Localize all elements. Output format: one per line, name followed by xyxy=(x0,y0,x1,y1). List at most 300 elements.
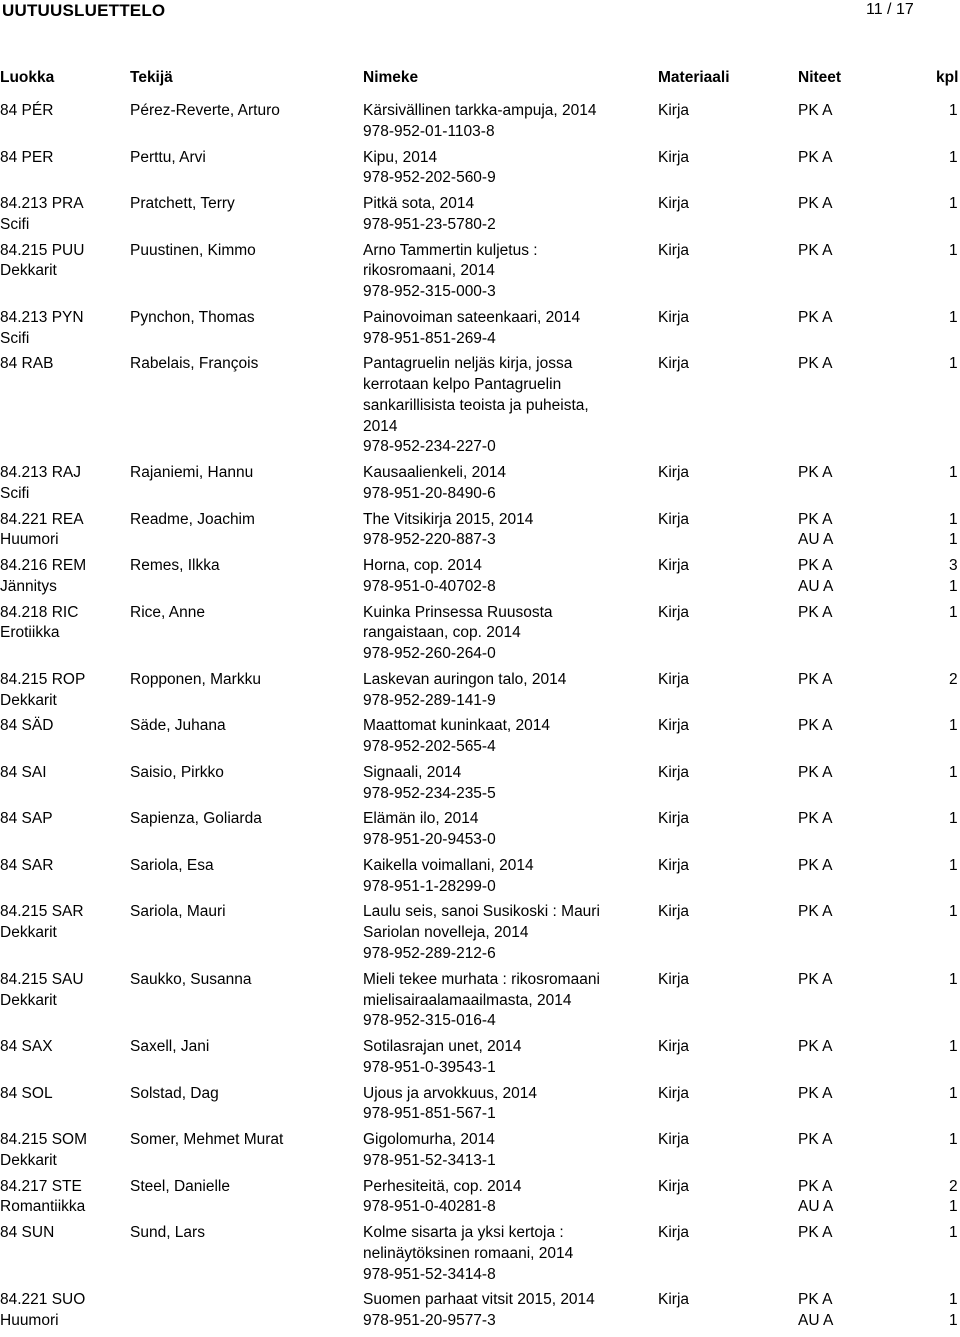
cell-kpl-line: 2 xyxy=(949,1177,958,1195)
cell-luokka xyxy=(0,194,84,236)
cell-niteet xyxy=(798,1290,833,1332)
cell-niteet xyxy=(798,716,832,737)
cell-luokka xyxy=(0,809,53,830)
cell-kpl-line: 1 xyxy=(949,1291,958,1309)
cell-materiaali-line: Kirja xyxy=(658,717,690,735)
cell-nimeke-line: Kärsivällinen tarkka-ampuja, 2014 xyxy=(363,102,597,119)
cell-kpl xyxy=(949,902,958,923)
cell-kpl xyxy=(949,510,958,552)
cell-tekija xyxy=(130,101,280,122)
cell-nimeke-line: Elämän ilo, 2014 xyxy=(363,810,479,828)
cell-luokka-line: 84 SOL xyxy=(0,1084,53,1102)
cell-tekija xyxy=(130,510,255,531)
cell-niteet-line: AU A xyxy=(798,1198,834,1216)
cell-tekija xyxy=(130,1130,283,1151)
cell-tekija-line: Pratchett, Terry xyxy=(130,195,235,212)
cell-tekija xyxy=(130,856,214,877)
table-row xyxy=(0,970,960,1037)
cell-nimeke-line: Mieli tekee murhata : rikosromaani xyxy=(363,970,600,988)
cell-niteet xyxy=(798,1037,832,1058)
cell-niteet xyxy=(798,970,832,991)
table-row xyxy=(0,241,960,308)
cell-luokka-line: 84.218 RIC xyxy=(0,603,79,621)
cell-materiaali xyxy=(658,463,689,484)
cell-luokka-line: Jännitys xyxy=(0,577,57,595)
cell-niteet xyxy=(798,603,832,624)
cell-nimeke-line: 978-951-20-9577-3 xyxy=(363,1312,496,1330)
cell-nimeke-line: Ujous ja arvokkuus, 2014 xyxy=(363,1084,538,1102)
cell-kpl xyxy=(949,1290,958,1332)
cell-materiaali xyxy=(658,902,689,923)
cell-materiaali-line: Kirja xyxy=(658,308,690,326)
cell-kpl-line: 1 xyxy=(949,763,958,781)
cell-materiaali xyxy=(658,856,689,877)
cell-luokka-line: 84 PER xyxy=(0,148,54,166)
cell-kpl xyxy=(949,970,958,991)
cell-niteet-line: PK A xyxy=(798,1224,833,1242)
cell-nimeke-line: 978-952-202-565-4 xyxy=(363,738,496,756)
column-header-materiaali: Materiaali xyxy=(658,69,730,86)
cell-luokka xyxy=(0,1290,85,1332)
cell-tekija xyxy=(130,716,226,737)
cell-nimeke xyxy=(363,1223,573,1285)
cell-luokka xyxy=(0,101,53,122)
table-row xyxy=(0,308,960,355)
cell-nimeke-line: 2014 xyxy=(363,417,398,435)
cell-niteet xyxy=(798,101,832,122)
cell-kpl-line: 1 xyxy=(949,195,958,212)
cell-luokka-line: 84 RAB xyxy=(0,355,54,373)
cell-kpl-line: 1 xyxy=(949,1198,958,1216)
cell-kpl-line: 1 xyxy=(949,510,958,528)
cell-niteet-line: PK A xyxy=(798,856,833,874)
cell-nimeke-line: sankarillisista teoista ja puheista, xyxy=(363,396,589,414)
column-header-luokka: Luokka xyxy=(0,69,55,86)
cell-nimeke-line: Sotilasrajan unet, 2014 xyxy=(363,1038,522,1056)
cell-niteet xyxy=(798,856,832,877)
cell-kpl-line: 1 xyxy=(949,1224,958,1242)
cell-kpl-line: 1 xyxy=(949,903,958,921)
cell-niteet-line: PK A xyxy=(798,603,833,621)
cell-nimeke-line: 978-952-289-212-6 xyxy=(363,945,496,963)
cell-nimeke xyxy=(363,970,600,1032)
cell-kpl-line: 1 xyxy=(949,308,958,326)
cell-niteet-line: PK A xyxy=(798,1177,833,1195)
cell-kpl xyxy=(949,603,958,624)
cell-tekija xyxy=(130,463,253,484)
cell-materiaali-line: Kirja xyxy=(658,670,690,688)
cell-nimeke-line: Suomen parhaat vitsit 2015, 2014 xyxy=(363,1291,595,1309)
table-row xyxy=(0,101,960,148)
cell-luokka-line: Scifi xyxy=(0,215,30,233)
cell-nimeke-line: The Vitsikirja 2015, 2014 xyxy=(363,510,534,528)
cell-tekija-line: Säde, Juhana xyxy=(130,717,226,735)
cell-luokka xyxy=(0,1223,54,1244)
cell-luokka-line: Dekkarit xyxy=(0,991,57,1009)
cell-nimeke-line: 978-951-52-3413-1 xyxy=(363,1151,496,1169)
cell-niteet xyxy=(798,1130,832,1151)
cell-kpl-line: 1 xyxy=(949,355,958,373)
cell-niteet-line: PK A xyxy=(798,1038,833,1056)
table-row xyxy=(0,670,960,717)
cell-kpl xyxy=(949,670,958,691)
cell-nimeke-line: Kipu, 2014 xyxy=(363,148,438,166)
cell-kpl-line: 1 xyxy=(949,102,958,119)
cell-kpl-line: 1 xyxy=(949,856,958,874)
cell-niteet-line: PK A xyxy=(798,510,833,528)
cell-tekija-line: Pynchon, Thomas xyxy=(130,308,255,326)
cell-nimeke-line: Sariolan novelleja, 2014 xyxy=(363,924,529,942)
cell-nimeke-line: 978-951-1-28299-0 xyxy=(363,877,496,895)
cell-nimeke xyxy=(363,1130,496,1172)
cell-tekija xyxy=(130,670,261,691)
cell-materiaali xyxy=(658,510,689,531)
cell-materiaali-line: Kirja xyxy=(658,970,690,988)
cell-niteet xyxy=(798,354,832,375)
cell-luokka-line: Huumori xyxy=(0,1312,59,1330)
cell-niteet xyxy=(798,241,832,262)
cell-materiaali-line: Kirja xyxy=(658,102,690,119)
cell-luokka-line: Dekkarit xyxy=(0,924,57,942)
cell-luokka-line: 84 SAR xyxy=(0,856,54,874)
cell-luokka xyxy=(0,1037,53,1058)
cell-niteet xyxy=(798,670,832,691)
cell-luokka xyxy=(0,1177,85,1219)
cell-tekija-line: Remes, Ilkka xyxy=(130,557,220,575)
cell-materiaali-line: Kirja xyxy=(658,464,690,482)
cell-kpl-line: 1 xyxy=(949,531,958,549)
cell-nimeke-line: 978-951-52-3414-8 xyxy=(363,1265,496,1283)
cell-niteet-line: PK A xyxy=(798,102,833,119)
cell-nimeke-line: Laskevan auringon talo, 2014 xyxy=(363,670,567,688)
cell-tekija-line: Sapienza, Goliarda xyxy=(130,810,262,828)
cell-kpl-line: 1 xyxy=(949,970,958,988)
cell-materiaali-line: Kirja xyxy=(658,1224,690,1242)
cell-nimeke xyxy=(363,1290,595,1332)
cell-materiaali xyxy=(658,1177,689,1198)
cell-luokka xyxy=(0,463,81,505)
table-row xyxy=(0,1037,960,1084)
cell-kpl-line: 1 xyxy=(949,603,958,621)
cell-nimeke xyxy=(363,354,589,458)
cell-niteet-line: PK A xyxy=(798,1084,833,1102)
cell-tekija xyxy=(130,970,252,991)
cell-luokka-line: Dekkarit xyxy=(0,262,57,280)
cell-niteet xyxy=(798,763,832,784)
cell-tekija xyxy=(130,603,205,624)
cell-nimeke-line: Laulu seis, sanoi Susikoski : Mauri xyxy=(363,903,600,921)
cell-kpl xyxy=(949,308,958,329)
cell-kpl xyxy=(949,856,958,877)
table-row xyxy=(0,716,960,763)
cell-materiaali-line: Kirja xyxy=(658,1084,690,1102)
cell-materiaali xyxy=(658,1037,689,1058)
table-row xyxy=(0,194,960,241)
cell-kpl xyxy=(949,763,958,784)
cell-tekija-line: Saxell, Jani xyxy=(130,1038,210,1056)
cell-nimeke-line: Gigolomurha, 2014 xyxy=(363,1131,495,1149)
cell-luokka-line: 84.215 SAR xyxy=(0,903,84,921)
cell-niteet-line: PK A xyxy=(798,903,833,921)
cell-nimeke-line: 978-951-20-8490-6 xyxy=(363,484,496,502)
cell-materiaali xyxy=(658,241,689,262)
table-row xyxy=(0,1177,960,1224)
cell-nimeke xyxy=(363,308,580,350)
cell-kpl xyxy=(949,809,958,830)
cell-materiaali xyxy=(658,308,689,329)
cell-tekija-line: Solstad, Dag xyxy=(130,1084,219,1102)
cell-niteet-line: PK A xyxy=(798,1131,833,1149)
cell-materiaali-line: Kirja xyxy=(658,510,690,528)
column-header-kpl: kpl xyxy=(936,69,959,86)
page-title: UUTUUSLUETTELO xyxy=(2,1,166,20)
cell-nimeke xyxy=(363,194,496,236)
cell-tekija xyxy=(130,809,262,830)
cell-materiaali-line: Kirja xyxy=(658,603,690,621)
page-header xyxy=(0,0,960,24)
column-header-tekija: Tekijä xyxy=(130,69,173,86)
cell-nimeke xyxy=(363,1084,537,1126)
cell-materiaali xyxy=(658,194,689,215)
cell-luokka xyxy=(0,354,53,375)
cell-tekija-line: Puustinen, Kimmo xyxy=(130,241,256,259)
cell-tekija-line: Rabelais, François xyxy=(130,355,259,373)
cell-nimeke xyxy=(363,902,600,964)
cell-materiaali-line: Kirja xyxy=(658,1131,690,1149)
cell-luokka-line: Scifi xyxy=(0,484,30,502)
cell-tekija-line: Ropponen, Markku xyxy=(130,670,261,688)
cell-tekija xyxy=(130,902,226,923)
cell-luokka xyxy=(0,148,53,169)
cell-materiaali-line: Kirja xyxy=(658,903,690,921)
cell-materiaali-line: Kirja xyxy=(658,763,690,781)
cell-materiaali xyxy=(658,1290,689,1311)
cell-luokka-line: Dekkarit xyxy=(0,1151,57,1169)
cell-kpl xyxy=(949,1037,958,1058)
cell-nimeke xyxy=(363,556,496,598)
table-row xyxy=(0,148,960,195)
cell-materiaali xyxy=(658,970,689,991)
cell-nimeke xyxy=(363,510,533,552)
cell-tekija-line: Steel, Danielle xyxy=(130,1177,230,1195)
column-header-niteet: Niteet xyxy=(798,69,842,86)
table-row xyxy=(0,809,960,856)
cell-niteet-line: PK A xyxy=(798,717,833,735)
cell-nimeke-line: 978-952-315-000-3 xyxy=(363,283,496,301)
table-row xyxy=(0,902,960,969)
cell-luokka-line: 84.215 PUU xyxy=(0,241,85,259)
cell-niteet xyxy=(798,1177,833,1219)
column-headers xyxy=(0,69,960,91)
cell-nimeke-line: 978-952-01-1103-8 xyxy=(363,122,495,140)
cell-nimeke-line: 978-952-220-887-3 xyxy=(363,531,496,549)
cell-kpl-line: 1 xyxy=(949,464,958,482)
cell-niteet xyxy=(798,194,832,215)
cell-nimeke-line: 978-951-0-40702-8 xyxy=(363,577,496,595)
cell-niteet xyxy=(798,1223,832,1244)
cell-nimeke xyxy=(363,148,496,190)
cell-kpl xyxy=(949,1177,958,1219)
cell-kpl-line: 1 xyxy=(949,1312,958,1330)
cell-materiaali xyxy=(658,556,689,577)
cell-nimeke xyxy=(363,809,496,851)
cell-materiaali-line: Kirja xyxy=(658,148,690,166)
cell-kpl-line: 1 xyxy=(949,1038,958,1056)
cell-luokka-line: 84.215 SAU xyxy=(0,970,84,988)
cell-tekija xyxy=(130,241,256,262)
cell-kpl xyxy=(949,1130,958,1151)
cell-tekija xyxy=(130,148,206,169)
page-number: 11 / 17 xyxy=(866,1,914,18)
cell-tekija xyxy=(130,354,258,375)
cell-luokka-line: 84 SAI xyxy=(0,763,47,781)
cell-luokka xyxy=(0,241,84,283)
cell-niteet-line: AU A xyxy=(798,577,834,595)
cell-niteet-line: PK A xyxy=(798,241,833,259)
cell-materiaali xyxy=(658,603,689,624)
cell-niteet xyxy=(798,902,832,923)
cell-luokka xyxy=(0,763,47,784)
cell-materiaali xyxy=(658,148,689,169)
cell-kpl xyxy=(949,354,958,375)
cell-luokka xyxy=(0,556,86,598)
cell-tekija xyxy=(130,1084,219,1105)
cell-nimeke-line: mielisairaalamaailmasta, 2014 xyxy=(363,991,572,1009)
cell-kpl xyxy=(949,716,958,737)
cell-tekija xyxy=(130,308,255,329)
cell-kpl xyxy=(949,1223,958,1244)
cell-niteet xyxy=(798,148,832,169)
cell-niteet-line: PK A xyxy=(798,670,833,688)
cell-materiaali xyxy=(658,1130,689,1151)
cell-tekija-line: Sariola, Mauri xyxy=(130,903,226,921)
cell-materiaali-line: Kirja xyxy=(658,355,690,373)
cell-tekija-line: Readme, Joachim xyxy=(130,510,255,528)
cell-nimeke xyxy=(363,1177,522,1219)
cell-nimeke-line: 978-951-0-40281-8 xyxy=(363,1198,496,1216)
cell-materiaali-line: Kirja xyxy=(658,241,690,259)
cell-nimeke-line: Maattomat kuninkaat, 2014 xyxy=(363,717,550,735)
table-row xyxy=(0,763,960,810)
cell-luokka-line: Erotiikka xyxy=(0,624,60,642)
cell-luokka xyxy=(0,308,84,350)
cell-luokka xyxy=(0,510,84,552)
cell-luokka-line: 84 SAP xyxy=(0,810,53,828)
cell-materiaali xyxy=(658,1084,689,1105)
cell-niteet-line: PK A xyxy=(798,148,833,166)
cell-luokka-line: 84.213 RAJ xyxy=(0,464,81,482)
cell-nimeke-line: 978-952-234-227-0 xyxy=(363,438,496,456)
cell-nimeke-line: Horna, cop. 2014 xyxy=(363,557,482,575)
cell-materiaali xyxy=(658,809,689,830)
cell-materiaali-line: Kirja xyxy=(658,1177,690,1195)
cell-luokka xyxy=(0,1130,87,1172)
cell-niteet-line: PK A xyxy=(798,308,833,326)
cell-nimeke-line: 978-952-289-141-9 xyxy=(363,691,496,709)
cell-niteet xyxy=(798,510,833,552)
table-row xyxy=(0,556,960,603)
cell-kpl-line: 1 xyxy=(949,1131,958,1149)
table-row xyxy=(0,510,960,557)
cell-tekija xyxy=(130,1223,205,1244)
cell-nimeke-line: Pantagruelin neljäs kirja, jossa xyxy=(363,355,573,373)
cell-nimeke xyxy=(363,603,553,665)
cell-luokka-line: 84.215 ROP xyxy=(0,670,86,688)
cell-materiaali-line: Kirja xyxy=(658,1291,690,1309)
cell-niteet xyxy=(798,308,832,329)
cell-nimeke xyxy=(363,101,596,143)
cell-nimeke-line: Painovoiman sateenkaari, 2014 xyxy=(363,308,581,326)
cell-tekija-line: Saukko, Susanna xyxy=(130,970,252,988)
cell-niteet-line: PK A xyxy=(798,763,833,781)
cell-nimeke-line: 978-951-851-269-4 xyxy=(363,329,496,347)
cell-tekija-line: Rice, Anne xyxy=(130,603,205,621)
cell-niteet-line: PK A xyxy=(798,1291,833,1309)
cell-kpl xyxy=(949,148,958,169)
table-row xyxy=(0,1223,960,1290)
table-row xyxy=(0,856,960,903)
cell-nimeke-line: 978-951-20-9453-0 xyxy=(363,831,496,849)
cell-luokka-line: 84 SUN xyxy=(0,1224,55,1242)
cell-nimeke-line: Perhesiteitä, cop. 2014 xyxy=(363,1177,522,1195)
cell-luokka xyxy=(0,603,78,645)
cell-materiaali-line: Kirja xyxy=(658,1038,690,1056)
cell-nimeke-line: 978-951-23-5780-2 xyxy=(363,215,496,233)
cell-nimeke-line: 978-952-260-264-0 xyxy=(363,645,496,663)
cell-tekija xyxy=(130,556,220,577)
cell-materiaali xyxy=(658,354,689,375)
cell-kpl xyxy=(949,1084,958,1105)
cell-luokka-line: Scifi xyxy=(0,329,30,347)
cell-niteet xyxy=(798,556,833,598)
cell-nimeke-line: 978-952-315-016-4 xyxy=(363,1012,496,1030)
cell-kpl-line: 3 xyxy=(949,557,958,575)
column-header-nimeke: Nimeke xyxy=(363,69,419,86)
cell-tekija xyxy=(130,194,235,215)
cell-materiaali xyxy=(658,101,689,122)
cell-niteet xyxy=(798,463,832,484)
cell-luokka-line: 84.217 STE xyxy=(0,1177,82,1195)
cell-nimeke xyxy=(363,463,506,505)
cell-materiaali-line: Kirja xyxy=(658,810,690,828)
cell-luokka-line: 84 SAX xyxy=(0,1038,53,1056)
cell-luokka-line: 84.215 SOM xyxy=(0,1131,88,1149)
cell-nimeke-line: Kolme sisarta ja yksi kertoja : xyxy=(363,1224,564,1242)
cell-luokka xyxy=(0,902,84,944)
cell-nimeke-line: 978-951-0-39543-1 xyxy=(363,1058,496,1076)
cell-niteet-line: PK A xyxy=(798,810,833,828)
cell-kpl xyxy=(949,194,958,215)
cell-kpl-line: 1 xyxy=(949,148,958,166)
cell-nimeke-line: Kaikella voimallani, 2014 xyxy=(363,856,534,874)
cell-tekija-line: Rajaniemi, Hannu xyxy=(130,464,254,482)
cell-niteet-line: PK A xyxy=(798,355,833,373)
cell-luokka xyxy=(0,970,84,1012)
cell-luokka-line: 84.216 REM xyxy=(0,557,87,575)
cell-tekija-line: Sund, Lars xyxy=(130,1224,205,1242)
cell-kpl-line: 1 xyxy=(949,577,958,595)
catalog-list xyxy=(0,101,960,1337)
cell-kpl-line: 2 xyxy=(949,670,958,688)
table-row xyxy=(0,463,960,510)
cell-luokka xyxy=(0,670,85,712)
cell-luokka-line: Huumori xyxy=(0,531,59,549)
cell-nimeke-line: rangaistaan, cop. 2014 xyxy=(363,624,521,642)
cell-niteet xyxy=(798,1084,832,1105)
cell-kpl xyxy=(949,101,958,122)
cell-nimeke-line: 978-951-851-567-1 xyxy=(363,1105,496,1123)
cell-luokka xyxy=(0,856,53,877)
